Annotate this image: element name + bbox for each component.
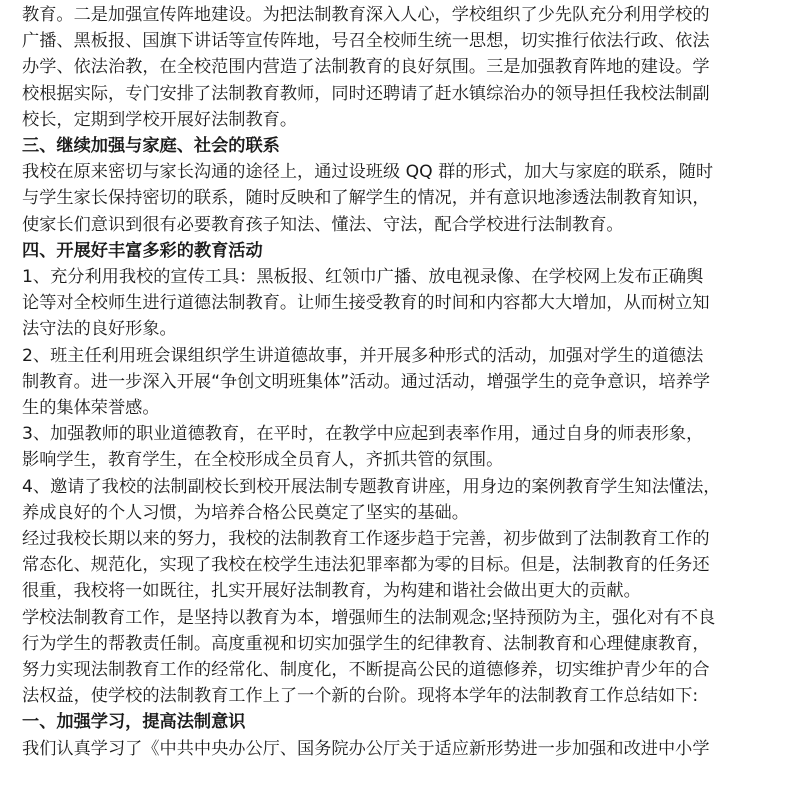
- paragraph-line: 影响学生，教育学生，在全校形成全员育人，齐抓共管的氛围。: [22, 450, 504, 471]
- paragraph-line: 法守法的良好形象。: [22, 319, 177, 340]
- paragraph-line: 校长，定期到学校开展好法制教育。: [22, 109, 298, 130]
- paragraph-line: 行为学生的帮教责任制。高度重视和切实加强学生的纪律教育、法制教育和心理健康教育，: [22, 633, 710, 654]
- paragraph-line: 生的集体荣誉感。: [22, 398, 160, 418]
- paragraph-line: 努力实现法制教育工作的经常化、制度化，不断提高公民的道德修养，切实维护青少年的合: [22, 660, 710, 680]
- paragraph-line: 养成良好的个人习惯，为培养合格公民奠定了坚实的基础。: [22, 502, 469, 523]
- paragraph-line: 办学、依法治教，在全校范围内营造了法制教育的良好氛围。三是加强教育阵地的建设。学: [22, 57, 710, 78]
- paragraph-line: 3、加强教师的职业道德教育，在平时，在教学中应起到表率作用，通过自身的师表形象，: [22, 424, 704, 445]
- paragraph-line: 校根据实际，专门安排了法制教育教师，同时还聘请了赶水镇综治办的领导担任我校法制副: [22, 83, 710, 104]
- paragraph-line: 我校在原来密切与家长沟通的途径上，通过设班级 QQ 群的形式，加大与家庭的联系，随时: [22, 162, 714, 183]
- paragraph-line: 与学生家长保持密切的联系，随时反映和了解学生的情况，并有意识地渗透法制教育知识，: [22, 188, 710, 209]
- paragraph-line: 法权益，使学校的法制教育工作上了一个新的台阶。现将本学年的法制教育工作总结如下:: [22, 686, 699, 707]
- paragraph-line: 使家长们意识到很有必要教育孩子知法、懂法、守法，配合学校进行法制教育。: [22, 214, 624, 235]
- paragraph-line: 2、班主任利用班会课组织学生讲道德故事，并开展多种形式的活动，加强对学生的道德法: [22, 345, 704, 366]
- paragraph-line: 论等对全校师生进行道德法制教育。让师生接受教育的时间和内容都大大增加，从而树立知: [22, 293, 710, 314]
- paragraph-line: 学校法制教育工作，是坚持以教育为本，增强师生的法制观念;坚持预防为主，强化对有不良: [22, 607, 716, 628]
- paragraph-line: 我们认真学习了《中共中央办公厅、国务院办公厅关于适应新形势进一步加强和改进中小学: [22, 738, 710, 759]
- paragraph-line: 制教育。进一步深入开展“争创文明班集体”活动。通过活动，增强学生的竞争意识，培养学: [22, 371, 711, 392]
- section-heading: 一、加强学习，提高法制意识: [22, 712, 246, 733]
- paragraph-line: 1、充分利用我校的宣传工具：黑板报、红领巾广播、放电视录像、在学校网上发布正确舆: [22, 267, 704, 287]
- paragraph-line: 4、邀请了我校的法制副校长到校开展法制专题教育讲座，用身边的案例教育学生知法懂法，: [22, 476, 721, 497]
- paragraph-line: 广播、黑板报、国旗下讲话等宣传阵地，号召全校师生统一思想，切实推行依法行政、依法: [22, 31, 710, 52]
- paragraph-line: 教育。二是加强宣传阵地建设。为把法制教育深入人心，学校组织了少先队充分利用学校的: [22, 5, 710, 25]
- paragraph-line: 经过我校长期以来的努力，我校的法制教育工作逐步趋于完善，初步做到了法制教育工作的: [22, 529, 710, 549]
- section-heading: 三、继续加强与家庭、社会的联系: [22, 136, 280, 156]
- paragraph-line: 很重，我校将一如既往，扎实开展好法制教育，为构建和谐社会做出更大的贡献。: [22, 581, 641, 602]
- paragraph-line: 常态化、规范化，实现了我校在校学生违法犯罪率都为零的目标。但是，法制教育的任务还: [22, 555, 710, 576]
- section-heading: 四、开展好丰富多彩的教育活动: [22, 240, 263, 261]
